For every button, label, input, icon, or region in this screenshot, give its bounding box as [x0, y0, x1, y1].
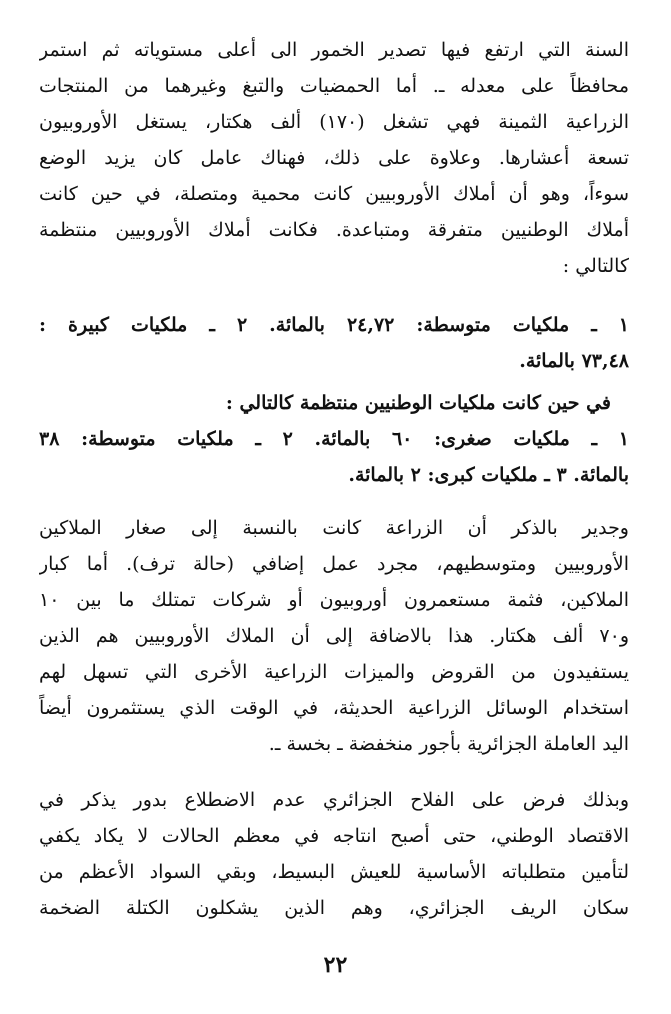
text-line: استخدام الوسائل الزراعية الحديثة، في الوقت الذي يستثمرون أيضاً — [39, 697, 629, 719]
list-line: ١ ـ ملكيات صغرى: ٦٠ بالمائة. ٢ ـ ملكيات متوسطة: ٣٨ — [39, 428, 629, 450]
text-line: الزراعية الثمينة فهي تشغل (١٧٠) ألف هكتار، يستغل الأوروبيون — [39, 111, 629, 133]
text-line: و٧٠ ألف هكتار. هذا بالاضافة إلى أن الملاك الأوروبيين هم الذين — [39, 625, 629, 647]
text-line: وجدير بالذكر أن الزراعة كانت بالنسبة إلى صغار الملاكين — [39, 517, 629, 539]
list-line: ١ ـ ملكيات متوسطة: ٢٤,٧٢ بالمائة. ٢ ـ ملكيات كبيرة : — [39, 314, 629, 336]
text-line: سكان الريف الجزائري، وهم الذين يشكلون الكتلة الضخمة — [39, 897, 629, 919]
text-line: اليد العاملة الجزائرية بأجور منخفضة ـ بخسة ـ. — [268, 733, 629, 755]
list-heading: في حين كانت ملكيات الوطنيين منتظمة كالتالي : — [225, 392, 611, 414]
page-number: ٢٢ — [323, 952, 348, 978]
text-line: الاقتصاد الوطني، حتى أصبح انتاجه في معظم الحالات لا يكاد يكفي — [39, 825, 629, 847]
text-line: لتأمين متطلباته الأساسية للعيش البسيط، وبقي السواد الأعظم من — [39, 861, 629, 883]
text-line: تسعة أعشارها. وعلاوة على ذلك، فهناك عامل كان يزيد الوضع — [39, 147, 629, 169]
text-line: الملاكين، فثمة مستعمرون أوروبيون أو شركات تمتلك ما بين ١٠ — [39, 589, 629, 611]
text-line: يستفيدون من القروض والميزات الزراعية الأخرى التي تسهل لهم — [39, 661, 629, 683]
list-line: ٧٣,٤٨ بالمائة. — [519, 350, 629, 372]
text-line: السنة التي ارتفع فيها تصدير الخمور الى أعلى مستوياته ثم استمر — [39, 39, 629, 61]
list-line: بالمائة. ٣ ـ ملكيات كبرى: ٢ بالمائة. — [348, 464, 629, 486]
text-line: وبذلك فرض على الفلاح الجزائري عدم الاضطلاع بدور يذكر في — [39, 789, 629, 811]
text-line: أملاك الوطنيين متفرقة ومتباعدة. فكانت أملاك الأوروبيين منتظمة — [39, 219, 629, 241]
text-line: كالتالي : — [562, 255, 629, 277]
text-line: الأوروبيين ومتوسطيهم، مجرد عمل إضافي (حالة ترف). أما كبار — [39, 553, 629, 575]
text-line: محافظاً على معدله ـ. أما الحمضيات والتبغ وغيرهما من المنتجات — [39, 75, 629, 97]
text-line: سوءاً، وهو أن أملاك الأوروبيين كانت محمية ومتصلة، في حين كانت — [39, 183, 629, 205]
